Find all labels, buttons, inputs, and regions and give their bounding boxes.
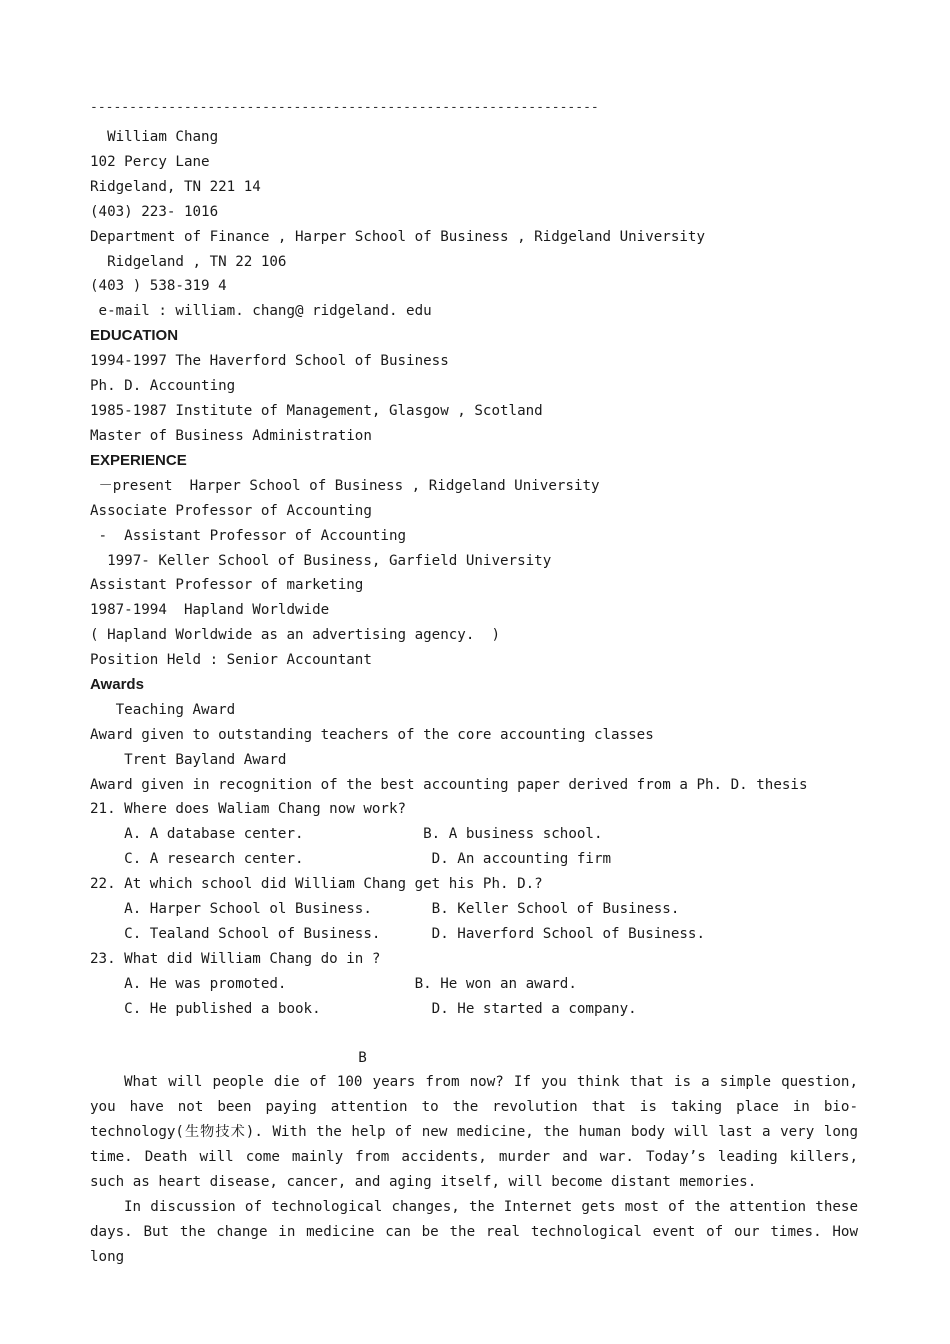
education-item-2: 1985-1987 Institute of Management, Glasgow , Scotland xyxy=(90,403,543,419)
section-b-heading: B xyxy=(358,1050,367,1066)
question-22-options-ab: A. Harper School ol Business. B. Keller School of Business. xyxy=(90,901,680,917)
award-2-title: Trent Bayland Award xyxy=(90,752,287,768)
education-degree-1: Ph. D. Accounting xyxy=(90,378,236,394)
question-23-options-cd: C. He published a book. D. He started a company. xyxy=(90,1001,637,1017)
experience-note-4: ( Hapland Worldwide as an advertising agency. ) xyxy=(90,627,500,643)
resume-name: William Chang xyxy=(90,129,219,145)
education-degree-2: Master of Business Administration xyxy=(90,428,372,444)
education-item-1: 1994-1997 The Haverford School of Business xyxy=(90,353,449,369)
passage-paragraph-2: In discussion of technological changes, the Internet gets most of the attention these days. But the change in medicine can be the real technological event of our times. How long xyxy=(90,1199,858,1265)
phone-1: (403) 223- 1016 xyxy=(90,204,219,220)
passage-paragraph-1: What will people die of 100 years from now? If you think that is a simple question, you have not been paying attention to the revolution that is taking place in bio-technology(生物技术). With the help of new medicine, the human body will last a very long time. Death will come mainly from accidents, murder and war. Today’s leading killers, such as heart disease, cancer, and aging itself, will become distant memories. xyxy=(90,1074,858,1190)
experience-role-1: Associate Professor of Accounting xyxy=(90,503,372,519)
question-21-stem: 21. Where does Waliam Chang now work? xyxy=(90,801,407,817)
department-city: Ridgeland , TN 22 106 xyxy=(90,254,287,270)
experience-item-1: －present Harper School of Business , Ridgeland University xyxy=(90,478,600,494)
address-line-1: 102 Percy Lane xyxy=(90,154,210,170)
award-2-description: Award given in recognition of the best accounting paper derived from a Ph. D. thesis xyxy=(90,777,808,793)
experience-item-2: 1997- Keller School of Business, Garfield University xyxy=(90,553,552,569)
award-1-title: Teaching Award xyxy=(90,702,236,718)
question-21-options-ab: A. A database center. B. A business school. xyxy=(90,826,603,842)
experience-item-4: 1987-1994 Hapland Worldwide xyxy=(90,602,330,618)
phone-2: (403 ) 538-319 4 xyxy=(90,278,227,294)
divider-line: ----------------------------------------------------------------- xyxy=(90,100,599,115)
question-22-stem: 22. At which school did William Chang get his Ph. D.? xyxy=(90,876,543,892)
award-1-description: Award given to outstanding teachers of the core accounting classes xyxy=(90,727,654,743)
email: e-mail : william. chang@ ridgeland. edu xyxy=(90,303,432,319)
experience-role-4: Position Held : Senior Accountant xyxy=(90,652,372,668)
department: Department of Finance , Harper School of Business , Ridgeland University xyxy=(90,229,705,245)
experience-heading: EXPERIENCE xyxy=(90,452,187,469)
experience-role-2: - Assistant Professor of Accounting xyxy=(90,528,407,544)
question-22-options-cd: C. Tealand School of Business. D. Haverford School of Business. xyxy=(90,926,705,942)
experience-role-3: Assistant Professor of marketing xyxy=(90,577,364,593)
question-23-stem: 23. What did William Chang do in ? xyxy=(90,951,381,967)
education-heading: EDUCATION xyxy=(90,327,179,344)
question-23-options-ab: A. He was promoted. B. He won an award. xyxy=(90,976,577,992)
question-21-options-cd: C. A research center. D. An accounting firm xyxy=(90,851,612,867)
address-line-2: Ridgeland, TN 221 14 xyxy=(90,179,261,195)
awards-heading: Awards xyxy=(90,676,144,693)
